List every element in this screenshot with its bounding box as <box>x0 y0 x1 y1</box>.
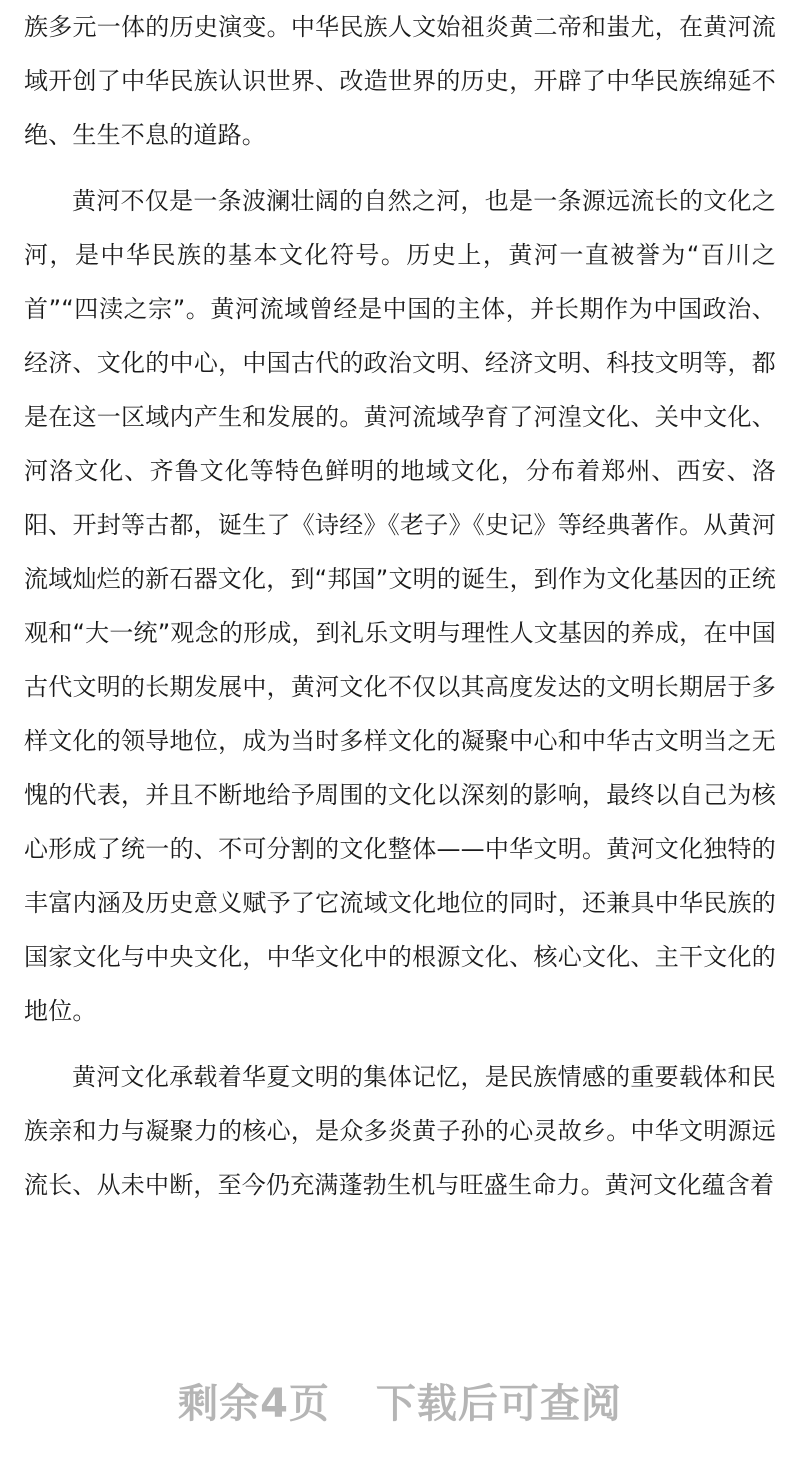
download-to-view-link[interactable]: 下载后可查阅 <box>375 1380 622 1427</box>
document-page <box>24 0 776 1340</box>
download-footer[interactable] <box>0 1360 800 1440</box>
remaining-pages-label: 剩余4页 <box>178 1380 330 1427</box>
paragraph-3: 黄河文化承载着华夏文明的集体记忆，是民族情感的重要载体和民族亲和力与凝聚力的核心，是众多炎黄子孙的心灵故乡。中华文明源远流长、从未中断，至今仍充满蓬勃生机与旺盛生命力。黄河文化蕴含着 <box>24 1063 776 1199</box>
paragraph-2: 黄河不仅是一条波澜壮阔的自然之河，也是一条源远流长的文化之河，是中华民族的基本文化符号。历史上，黄河一直被誉为“百川之首”“四渎之宗”。黄河流域曾经是中国的主体，并长期作为中国政治、经济、文化的中心，中国古代的政治文明、经济文明、科技文明等，都是在这一区域内产生和发展的。黄河流域孕育了河湟文化、关中文化、河洛文化、齐鲁文化等特色鲜明的地域文化，分布着郑州、西安、洛阳、开封等古都，诞生了《诗经》《老子》《史记》等经典著作。从黄河流域灿烂的新石器文化，到“邦国”文明的诞生，到作为文化基因的正统观和“大一统”观念的形成，到礼乐文明与理性人文基因的养成，在中国古代文明的长期发展中，黄河文化不仅以其高度发达的文明长期居于多样文化的领导地位，成为当时多样文化的凝聚中心和中华古文明当之无愧的代表，并且不断地给予周围的文化以深刻的影响，最终以自己为核心形成了统一的、不可分割的文化整体——中华文明。黄河文化独特的丰富内涵及历史意义赋予了它流域文化地位的同时，还兼具中华民族的国家文化与中央文化，中华文化中的根源文化、核心文化、主干文化的地位。 <box>24 187 776 1025</box>
paragraph-1: 族多元一体的历史演变。中华民族人文始祖炎黄二帝和蚩尤，在黄河流域开创了中华民族认识世界、改造世界的历史，开辟了中华民族绵延不绝、生生不息的道路。 <box>24 13 776 149</box>
